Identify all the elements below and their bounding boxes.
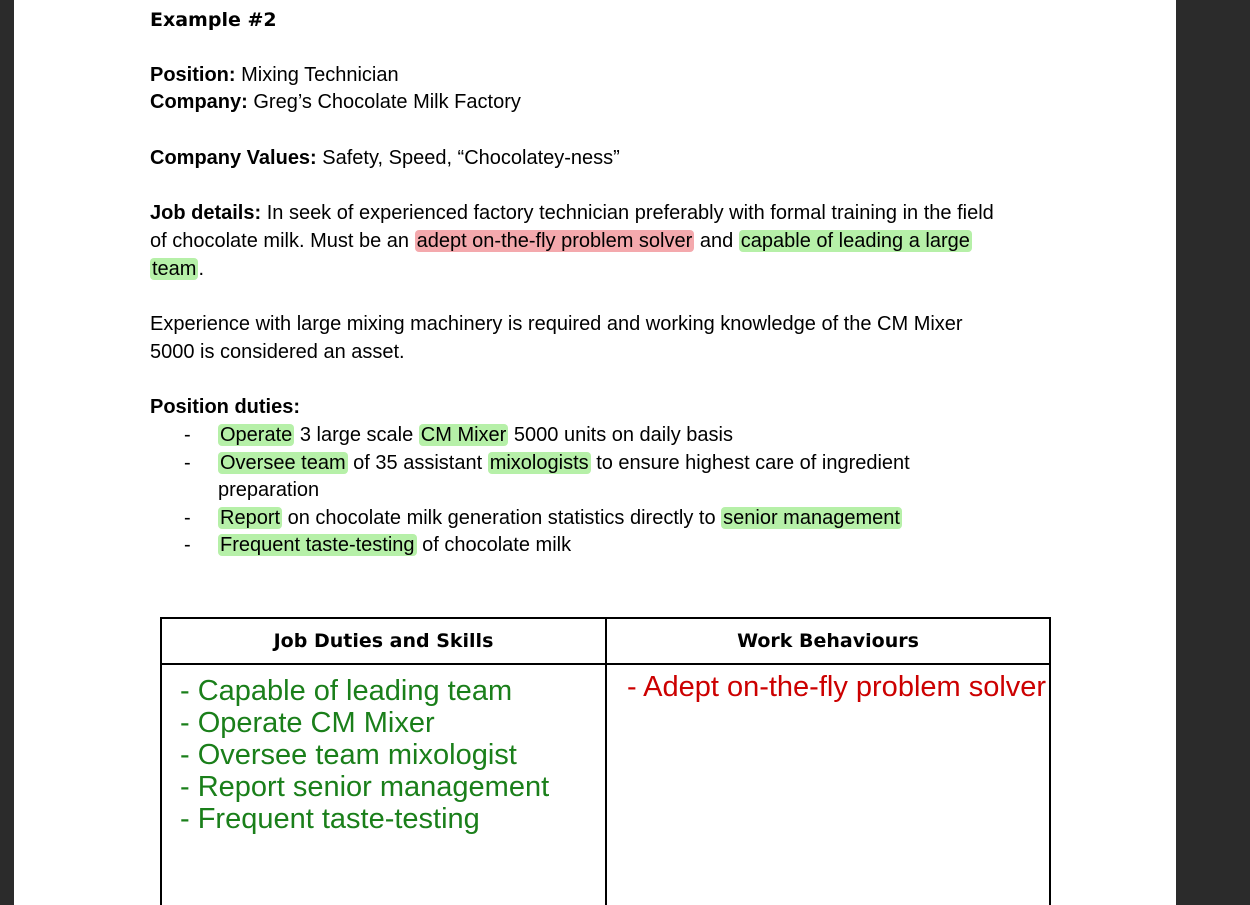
example-heading: Example #2: [150, 9, 277, 31]
company-line: [150, 89, 521, 117]
list-dash: -: [184, 534, 191, 556]
job-details-line-1: [150, 200, 994, 228]
job-details-and: and: [699, 230, 734, 252]
highlight-green: Frequent taste-testing: [220, 534, 415, 556]
experience-line-2: 5000 is considered an asset.: [150, 341, 405, 363]
duty-item: [150, 505, 958, 533]
job-details-label: Job details:: [150, 202, 262, 224]
duty-text: of chocolate milk: [422, 534, 572, 556]
duty-item: [150, 422, 958, 450]
skills-behaviours-table: [160, 617, 1051, 905]
job-details-line-3: [150, 256, 204, 284]
table-row: [161, 664, 1050, 905]
highlight-red-problem-solver: adept on-the-fly problem solver: [416, 230, 693, 252]
list-item: - Frequent taste-testing: [180, 803, 480, 835]
position-duties-label: [150, 394, 300, 422]
job-details-text: of chocolate milk. Must be an: [150, 230, 410, 252]
duty-text: 3 large scale: [299, 424, 414, 446]
duty-item: [150, 532, 958, 560]
duty-text: on chocolate milk generation statistics directly to: [287, 506, 716, 529]
viewer-left-margin: [0, 0, 14, 905]
highlight-green: Report: [220, 506, 281, 529]
job-details-line-2: [150, 228, 972, 256]
table-header-row: [161, 618, 1050, 664]
skills-list: [162, 665, 605, 835]
duty-text: 5000 units on daily basis: [513, 424, 733, 446]
position-label: Position:: [150, 64, 236, 86]
highlight-green-leading-team: capable of leading a large: [740, 230, 970, 252]
highlight-green: CM Mixer: [420, 424, 507, 446]
job-duties-cell: [161, 664, 606, 905]
company-label: Company:: [150, 91, 248, 113]
company-value: Greg’s Chocolate Milk Factory: [253, 91, 521, 113]
highlight-green: Operate: [220, 424, 293, 446]
highlight-green-team: team: [152, 258, 197, 280]
company-values-value: Safety, Speed, “Chocolatey-ness”: [322, 147, 620, 169]
list-item: - Operate CM Mixer: [180, 707, 435, 739]
list-item: - Oversee team mixologist: [180, 739, 517, 771]
duty-item: [150, 450, 958, 505]
highlight-green: senior management: [723, 506, 900, 529]
position-value: Mixing Technician: [241, 64, 399, 86]
highlight-green: Oversee team: [220, 451, 346, 474]
position-duties-heading: Position duties:: [150, 396, 300, 418]
list-item: - Report senior management: [180, 771, 550, 803]
col-header-work-behaviours: Work Behaviours: [606, 618, 1050, 664]
position-line: [150, 62, 399, 90]
list-dash: -: [184, 424, 191, 446]
job-details-period: .: [198, 258, 205, 280]
job-details-text: In seek of experienced factory technician preferably with formal training in the field: [266, 202, 994, 224]
company-values-line: [150, 145, 620, 173]
list-item: - Adept on-the-fly problem solver: [627, 671, 1047, 703]
behaviours-list: [607, 665, 1049, 703]
viewer-right-margin: [1176, 0, 1250, 905]
work-behaviours-cell: [606, 664, 1050, 905]
duty-text: to ensure highest care of ingredient preparation: [218, 451, 910, 501]
col-header-job-duties: Job Duties and Skills: [161, 618, 606, 664]
document-page: [14, 0, 1176, 905]
duties-list: [150, 422, 1050, 560]
list-item: - Capable of leading team: [180, 675, 513, 707]
list-dash: -: [184, 451, 191, 474]
highlight-green: mixologists: [489, 451, 589, 474]
experience-line-1: Experience with large mixing machinery is required and working knowledge of the CM Mixer: [150, 313, 963, 335]
company-values-label: Company Values:: [150, 147, 317, 169]
list-dash: -: [184, 506, 191, 529]
duty-text: of 35 assistant: [353, 451, 483, 474]
